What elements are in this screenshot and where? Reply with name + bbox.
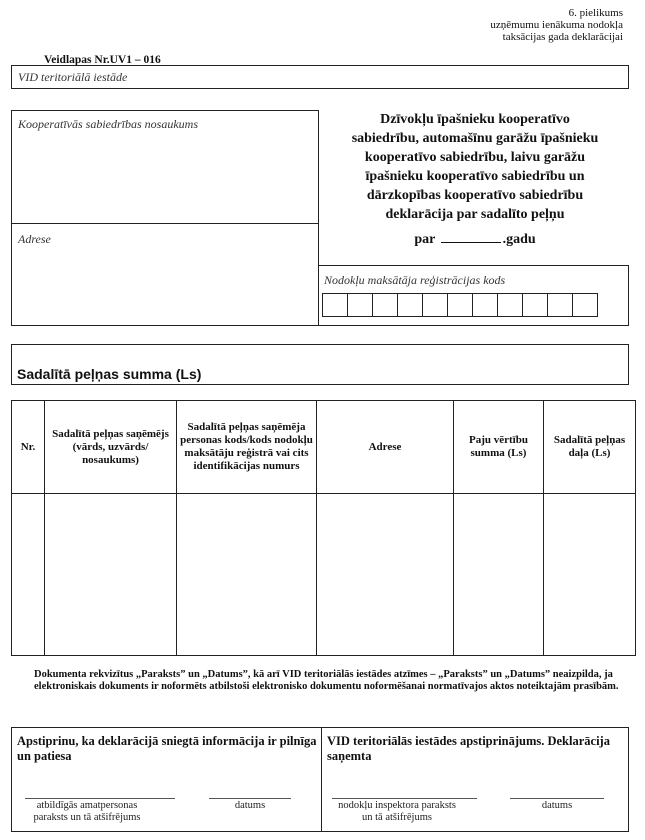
code-cell[interactable] [547,293,573,317]
title-line: kooperatīvo sabiedrību, laivu garāžu [364,150,586,165]
cooperative-name-field[interactable] [11,110,319,224]
table-row [12,494,636,656]
recipients-table [11,400,636,656]
inspector-signature-line[interactable] [332,798,477,799]
taxpayer-signature-caption: atbildīgās amatpersonas paraksts un tā atšifrējums [33,800,141,823]
vid-date-line[interactable] [510,798,604,799]
taxpayer-code-label: Nodokļu maksātāja reģistrācijas kods [324,273,506,287]
taxpayer-code-cells[interactable] [323,293,598,317]
vid-office-label: VID teritoriālā iestāde [18,70,128,84]
address-label: Adrese [18,232,51,246]
code-cell[interactable] [347,293,373,317]
title-line: sabiedrību, automašīnu garāžu īpašnieku [351,131,599,146]
col-header-recipient: Sadalītā peļņas saņēmējs (vārds, uzvārds/ nosaukums) [45,401,177,494]
taxpayer-approval-title: Apstiprinu, ka deklarācijā sniegtā informācija ir pilnīga un patiesa [17,734,317,763]
title-line: īpašnieku kooperatīvo sabiedrību un [365,169,585,184]
col-header-address: Adrese [317,401,454,494]
code-cell[interactable] [372,293,398,317]
appendix-line: taksācijas gada deklarācijai [502,31,623,43]
title-line: Dzīvokļu īpašnieku kooperatīvo [380,112,570,127]
title-line: dārzkopības kooperatīvo sabiedrību [366,188,584,203]
declaration-year [320,230,630,248]
code-cell[interactable] [447,293,473,317]
profit-sum-field[interactable] [11,344,629,385]
code-cell[interactable] [522,293,548,317]
year-input[interactable] [441,230,501,243]
taxpayer-date-caption: datums [234,800,266,811]
year-suffix: .gadu [502,232,536,247]
code-cell[interactable] [397,293,423,317]
table-cell[interactable] [544,494,636,656]
code-cell[interactable] [497,293,523,317]
taxpayer-date-line[interactable] [209,798,291,799]
vid-office-field[interactable] [11,65,629,89]
col-header-shares-sum: Paju vērtību summa (Ls) [454,401,544,494]
taxpayer-signature-line[interactable] [25,798,175,799]
code-cell[interactable] [572,293,598,317]
table-cell[interactable] [12,494,45,656]
vid-date-caption: datums [541,800,573,811]
cooperative-name-label: Kooperatīvās sabiedrības nosaukums [18,117,198,131]
appendix-note [490,7,623,43]
table-cell[interactable] [45,494,177,656]
vid-approval-box [321,727,629,832]
col-header-personal-code: Sadalītā peļņas saņēmēja personas kods/kods nodokļu maksātāju reģistrā vai cits identifikācijas numurs [177,401,317,494]
appendix-line: uzņēmumu ienākuma nodokļa [490,19,623,31]
code-cell[interactable] [472,293,498,317]
inspector-signature-caption: nodokļu inspektora paraksts un tā atšifrējums [338,800,456,823]
table-cell[interactable] [177,494,317,656]
title-line: deklarācija par sadalīto peļņu [385,207,565,222]
code-cell[interactable] [322,293,348,317]
col-header-profit-share: Sadalītā peļņas daļa (Ls) [544,401,636,494]
form-number: Veidlapas Nr.UV1 – 016 [44,54,161,66]
address-field[interactable] [11,223,319,326]
table-cell[interactable] [317,494,454,656]
code-cell[interactable] [422,293,448,317]
declaration-title [320,110,630,224]
vid-approval-title: VID teritoriālās iestādes apstiprinājums. Deklarācija saņemta [327,734,610,763]
appendix-line: 6. pielikums [568,7,623,19]
table-header-row [12,401,636,494]
taxpayer-approval-box [11,727,322,832]
electronic-document-note: Dokumenta rekvizītus „Paraksts” un „Datums”, kā arī VID teritoriālās iestādes atzīmes – „Paraksts” un „Datums” neaizpilda, ja elektroniskais dokuments ir noformēts atbilstoši elektronisko dokumentu noformēšanai normatīvajos aktos noteiktajām prasībām. [34,669,619,692]
profit-sum-label: Sadalītā peļņas summa (Ls) [17,366,202,382]
col-header-nr: Nr. [12,401,45,494]
year-prefix: par [414,232,436,247]
table-cell[interactable] [454,494,544,656]
